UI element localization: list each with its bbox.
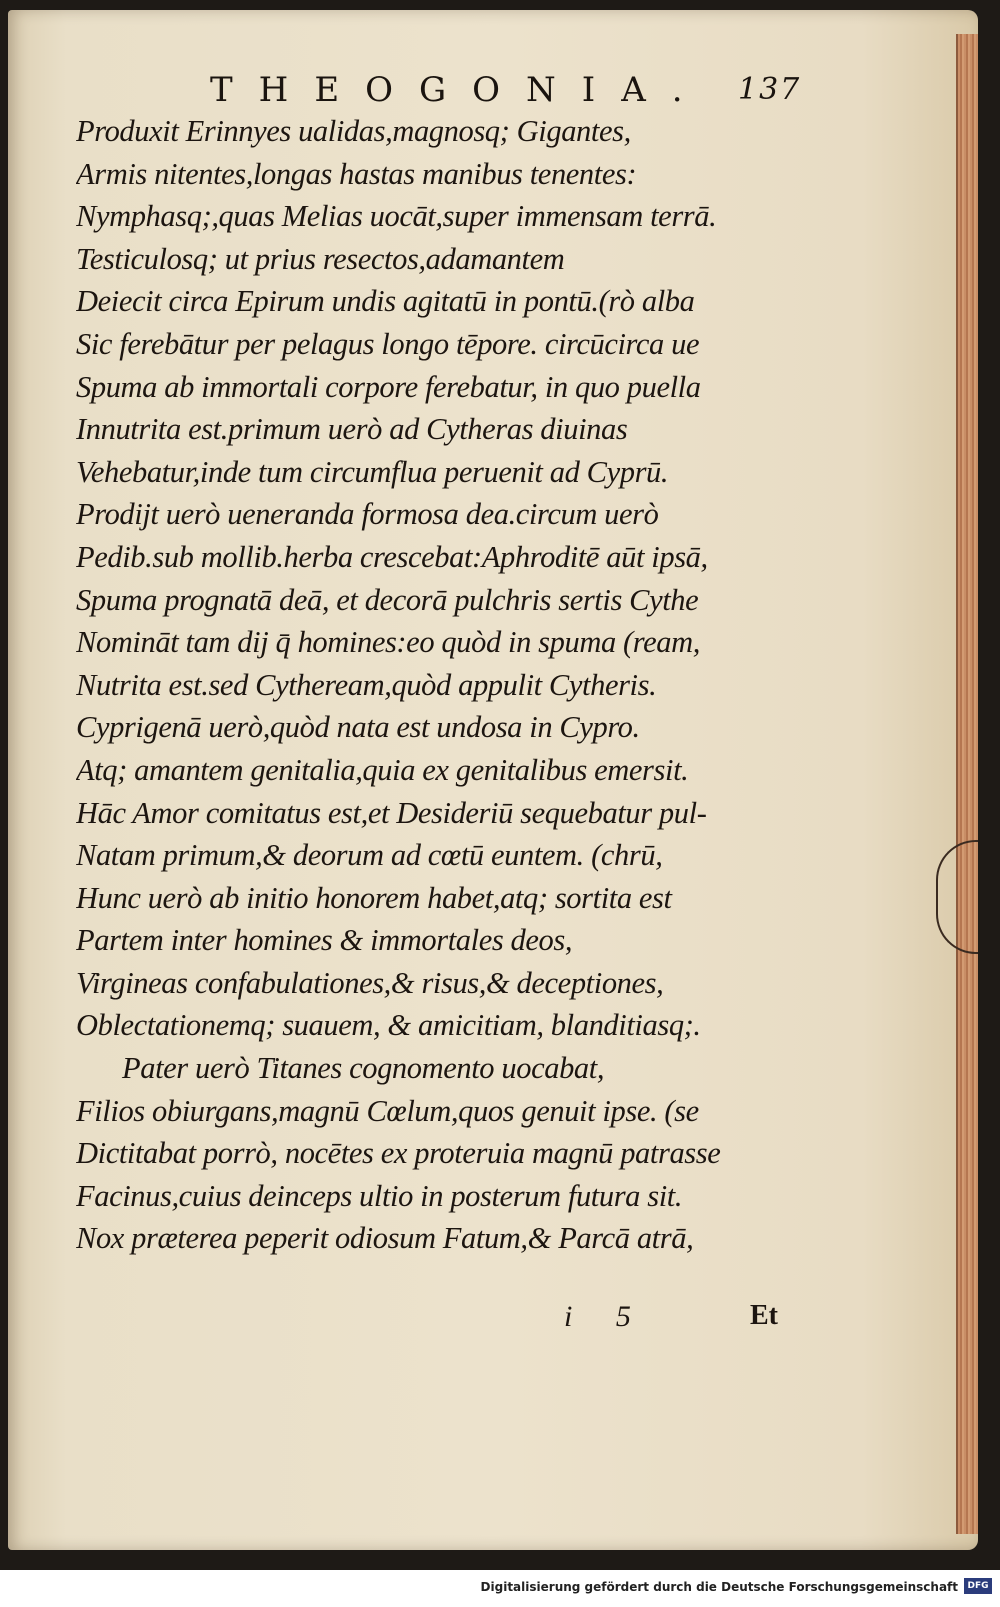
footer-bar xyxy=(0,1570,1000,1607)
text-line: Atq; amantem genitalia,quia ex genitalibus emersit. xyxy=(76,752,689,787)
text-line: Nutrita est.sed Cytheream,quòd appulit Cytheris. xyxy=(76,667,657,702)
text-line: Partem inter homines & immortales deos, xyxy=(76,923,573,958)
catchword: Et xyxy=(750,1300,778,1331)
text-line: Armis nitentes,longas hastas manibus tenentes: xyxy=(76,156,637,191)
text-line: Pedib.sub mollib.herba crescebat:Aphroditē aūt ipsā, xyxy=(76,539,708,574)
text-line: Vehebatur,inde tum circumflua peruenit ad Cyprū. xyxy=(76,454,669,489)
text-line: Cyprigenā uerò,quòd nata est undosa in Cypro. xyxy=(76,710,640,745)
footer-credit: Digitalisierung gefördert durch die Deutsche Forschungsgemeinschaft xyxy=(480,1580,958,1594)
page-edges xyxy=(956,34,978,1534)
text-line: Deiecit circa Epirum undis agitatū in pontū.(rò alba xyxy=(76,284,695,319)
text-line: Produxit Erinnyes ualidas,magnosq; Gigantes, xyxy=(76,114,631,148)
page-number: 137 xyxy=(738,72,802,107)
text-line: Filios obiurgans,magnū Cœlum,quos genuit ipse. (se xyxy=(76,1093,699,1128)
running-title: THEOGONIA. xyxy=(210,70,709,110)
text-line: Nymphasq;,quas Melias uocāt,super immensam terrā. xyxy=(76,199,717,234)
running-head xyxy=(0,70,800,110)
text-line: Hāc Amor comitatus est,et Desideriū sequebatur pul- xyxy=(76,795,707,830)
text-line: Dictitabat porrò, nocētes ex proteruia magnū patrasse xyxy=(76,1136,721,1171)
text-line: Sic ferebātur per pelagus longo tēpore. circūcirca ue xyxy=(76,326,700,361)
signature-mark: i 5 xyxy=(564,1300,649,1333)
text-line: Testiculosq; ut prius resectos,adamantem xyxy=(76,241,565,276)
text-line: Nox præterea peperit odiosum Fatum,& Parcā atrā, xyxy=(76,1221,694,1256)
page-curl-tab xyxy=(936,840,978,954)
text-line: Innutrita est.primum uerò ad Cytheras diuinas xyxy=(76,412,628,447)
text-line: Spuma ab immortali corpore ferebatur, in quo puella xyxy=(76,369,701,404)
text-line: Nomināt tam dij q̄ homines:eo quòd in spuma (ream, xyxy=(76,625,700,660)
dfg-logo: DFG xyxy=(964,1578,992,1594)
text-line: Pater uerò Titanes cognomento uocabat, xyxy=(122,1051,605,1086)
text-line: Virgineas confabulationes,& risus,& deceptiones, xyxy=(76,965,664,1000)
text-line: Oblectationemq; suauem, & amicitiam, blanditiasq;. xyxy=(76,1008,701,1043)
text-line: Prodijt uerò ueneranda formosa dea.circum uerò xyxy=(76,497,659,532)
text-line: Facinus,cuius deinceps ultio in posterum futura sit. xyxy=(76,1178,683,1213)
text-line: Spuma prognatā deā, et decorā pulchris sertis Cythe xyxy=(76,582,699,617)
text-block xyxy=(76,110,796,1260)
text-line: Natam primum,& deorum ad cœtū euntem. (chrū, xyxy=(76,838,663,873)
text-line: Hunc uerò ab initio honorem habet,atq; sortita est xyxy=(76,880,672,915)
